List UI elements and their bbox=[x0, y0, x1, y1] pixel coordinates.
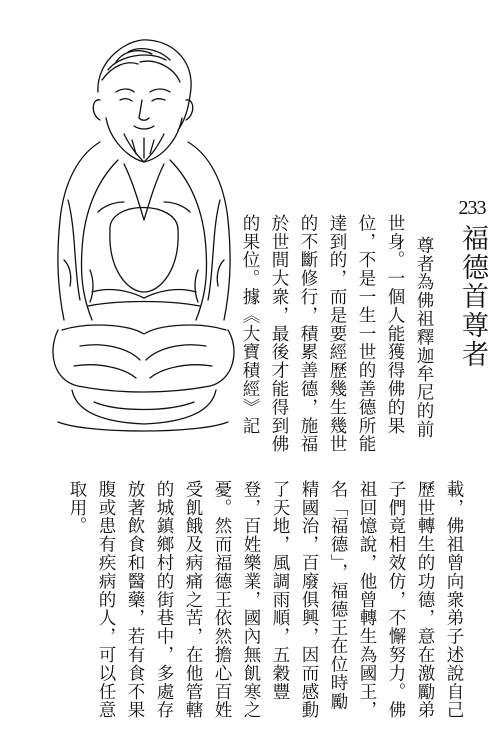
text-column: 載，佛祖曾向衆弟子述說自己 bbox=[444, 480, 464, 720]
text-column: 了天地，風調雨順，五穀豐 bbox=[270, 480, 290, 701]
text-column: 世身。一個人能獲得佛的果 bbox=[385, 214, 405, 435]
text-column: 腹或患有疾病的人，可以任意 bbox=[96, 480, 116, 720]
text-column: 精國治，百廢俱興，因而感動 bbox=[299, 480, 319, 720]
text-column: 歷世轉生的功德，意在激勵弟 bbox=[415, 480, 435, 720]
text-column: 取用。 bbox=[67, 480, 87, 536]
page-title: 福德首尊者 bbox=[457, 224, 488, 369]
text-column: 受飢餓及病痛之苦，在他管轄 bbox=[183, 480, 203, 720]
text-column: 的不斷修行，積累善德，施福 bbox=[298, 214, 318, 454]
text-column: 子們竟相效仿，不懈努力。佛 bbox=[386, 480, 406, 720]
text-column: 尊者為佛祖釋迦牟尼的前 bbox=[414, 236, 434, 439]
arhat-number: 233 bbox=[458, 197, 486, 219]
text-column: 祖回憶說，他曾轉生為國王， bbox=[357, 480, 377, 720]
text-column: 位，不是一生一世的善德所能 bbox=[356, 214, 376, 454]
text-column: 放著飲食和醫藥，若有食不果 bbox=[125, 480, 145, 720]
text-column: 登，百姓樂業，國內無飢寒之 bbox=[241, 480, 261, 720]
text-column: 憂。然而福德王依然擔心百姓 bbox=[212, 480, 232, 720]
title-block bbox=[455, 198, 489, 369]
text-column: 的果位。據《大寶積經》記 bbox=[240, 214, 260, 435]
text-column: 達到的，而是要經歷幾生幾世 bbox=[327, 214, 347, 454]
arhat-figure-icon bbox=[28, 30, 243, 450]
text-column: 的城鎮鄉村的街巷中，多處存 bbox=[154, 480, 174, 720]
text-column: 名「福德」，福德王在位時勵 bbox=[328, 480, 348, 711]
text-column: 於世間大衆，最後才能得到佛 bbox=[269, 214, 289, 454]
